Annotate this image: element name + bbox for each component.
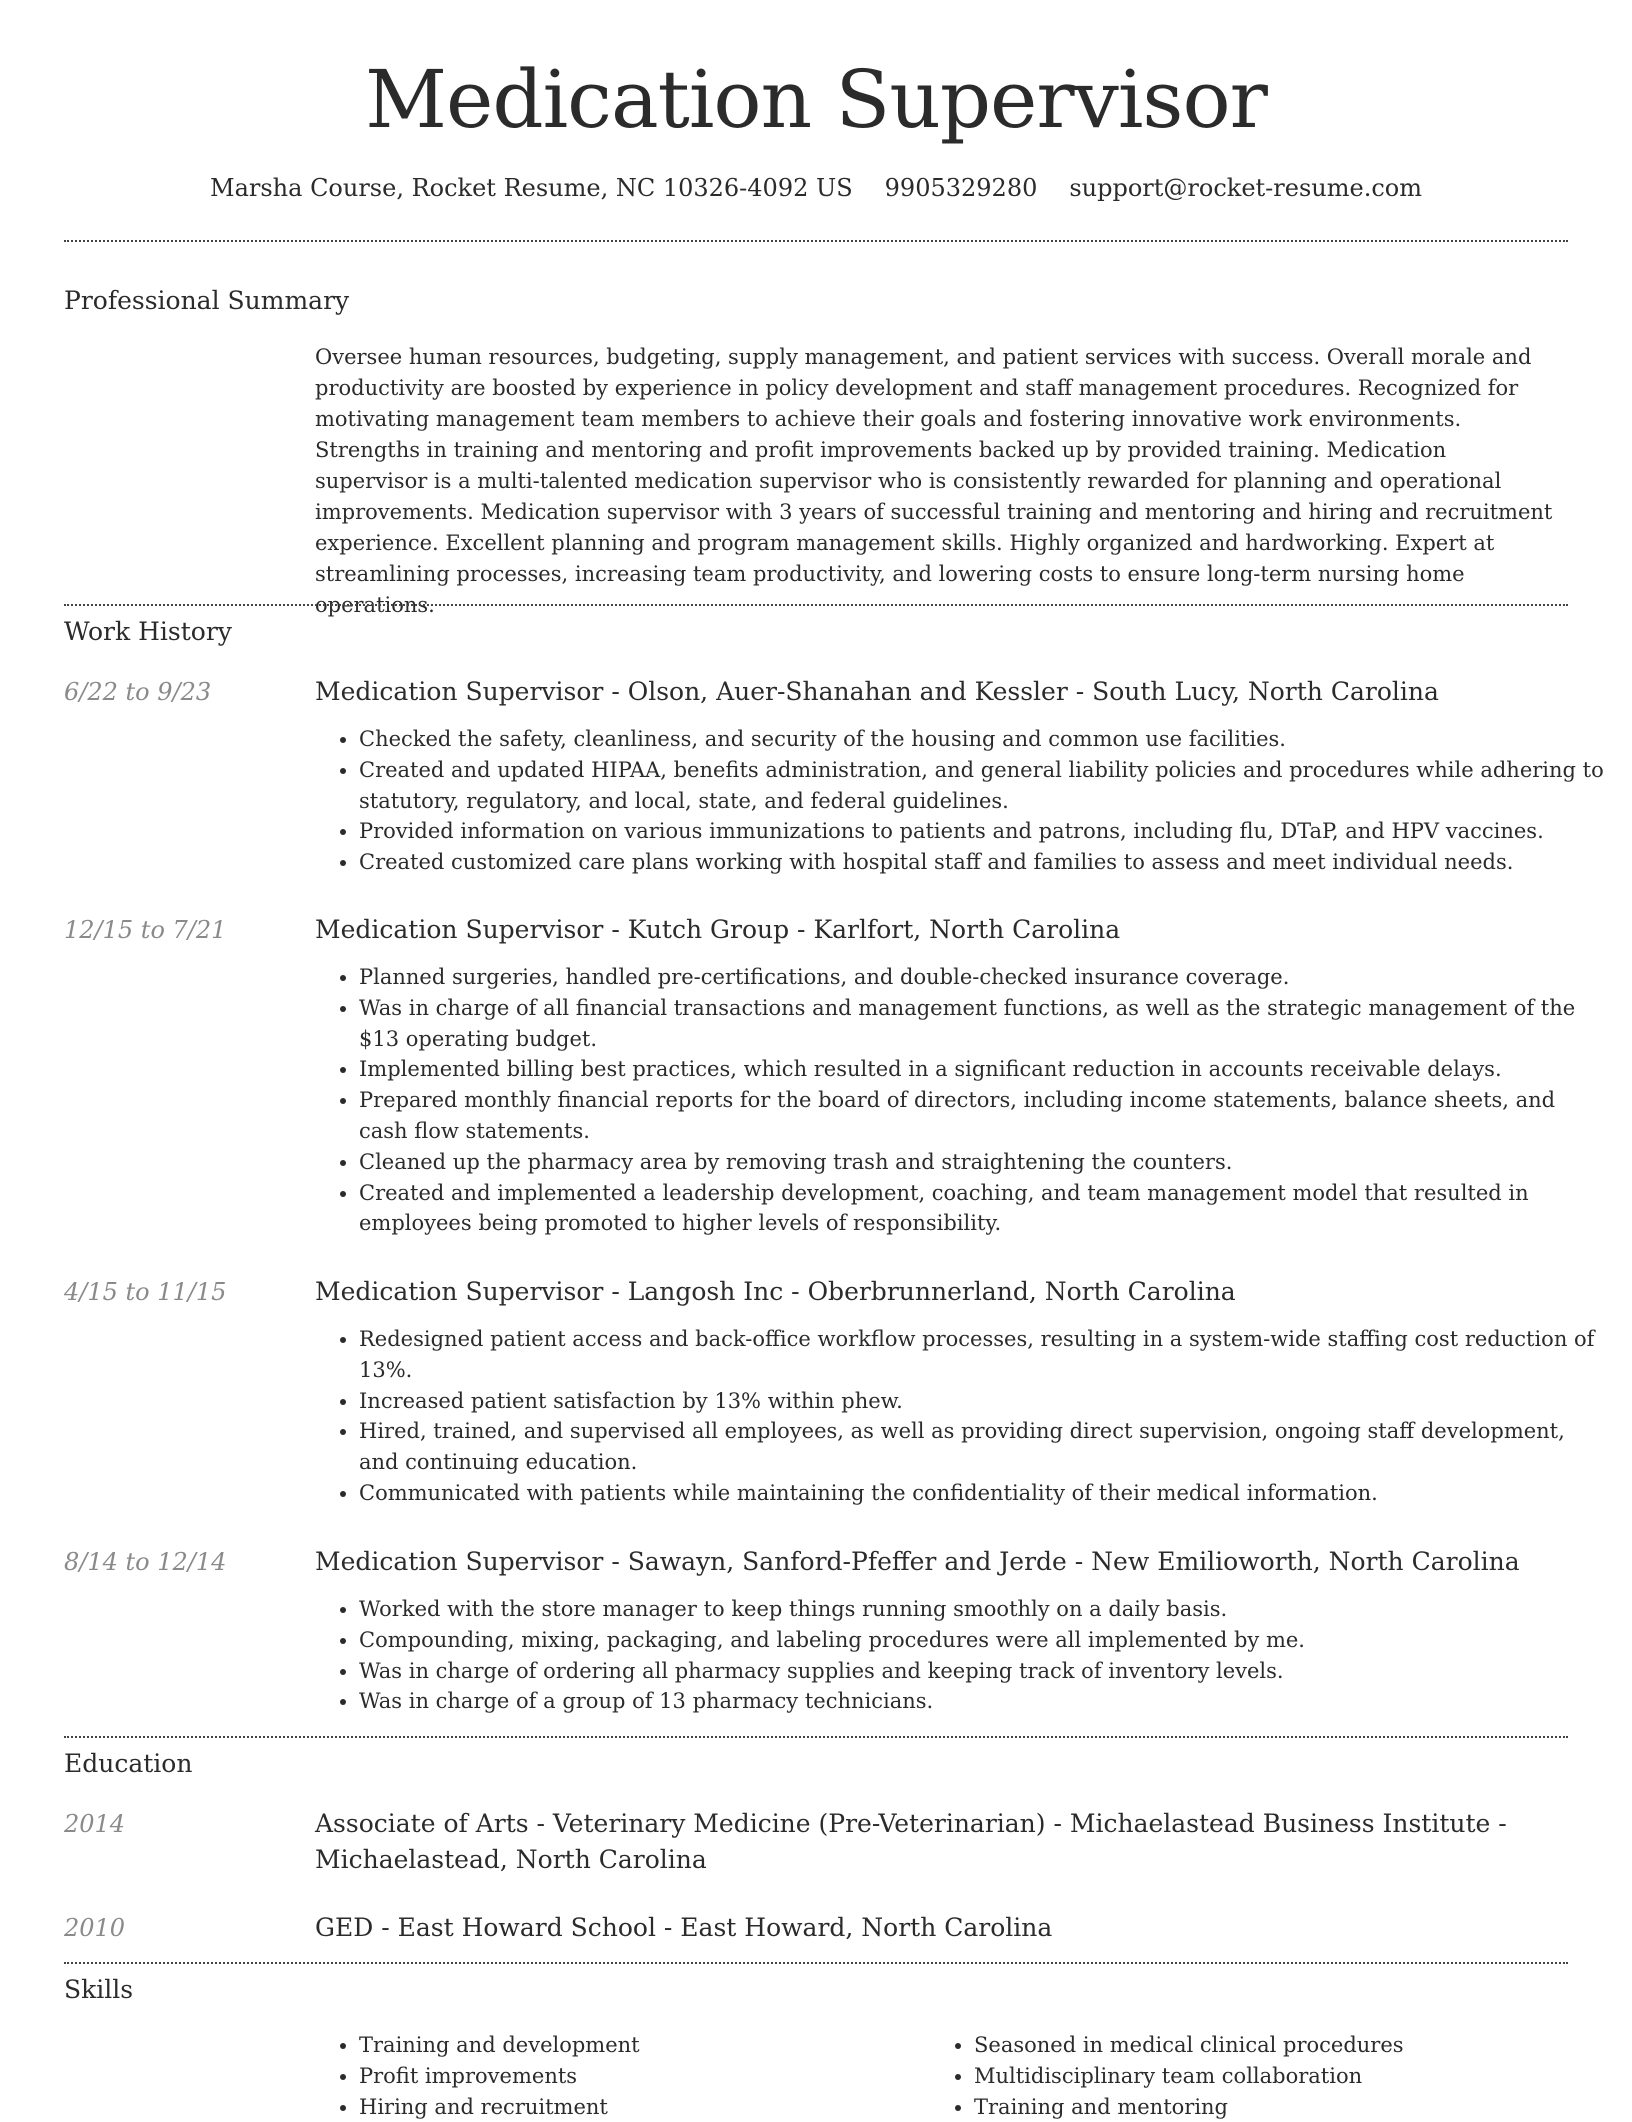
skills-list-right (930, 2030, 1534, 2122)
job-bullet: • Prepared monthly financial reports for the board of directors, including income statements, balance sheets, and cash flow statements. (359, 1085, 1604, 1147)
job-bullets (315, 1594, 1604, 1717)
education-title: Associate of Arts - Veterinary Medicine (Pre-Veterinarian) - Michaelastead Business Institute - Michaelastead, North Carolina (315, 1809, 1507, 1874)
job-bullet: • Was in charge of a group of 13 pharmacy technicians. (359, 1686, 1604, 1717)
job-bullet: • Created and implemented a leadership development, coaching, and team management model that resulted in employees being promoted to higher levels of responsibility. (359, 1178, 1604, 1240)
job-bullet: • Hired, trained, and supervised all employees, as well as providing direct supervision, ongoing staff development, and continuing education. (359, 1416, 1604, 1478)
job-dates: 12/15 to 7/21 (64, 916, 227, 944)
job-title: Medication Supervisor - Sawayn, Sanford-Pfeffer and Jerde - New Emilioworth, North Carolina (315, 1547, 1520, 1576)
job-bullet: • Increased patient satisfaction by 13% within phew. (359, 1386, 1604, 1417)
job-bullet: • Was in charge of all financial transactions and management functions, as well as the strategic management of the $13 operating budget. (359, 993, 1604, 1055)
summary-text: Oversee human resources, budgeting, supply management, and patient services with success. Overall morale and productivity are boosted by experience in policy development and staff management procedures. Recognized for motivating management team members to achieve their goals and fostering innovative work environments. Strengths in training and mentoring and profit improvements backed up by provided training. Medication supervisor is a multi-talented medication supervisor who is consistently rewarded for planning and operational improvements. Medication supervisor with 3 years of successful training and mentoring and hiring and recruitment experience. Excellent planning and program management skills. Highly organized and hardworking. Expert at streamlining processes, increasing team productivity, and lowering costs to ensure long-term nursing home operations. (315, 345, 1553, 617)
job-bullet: • Redesigned patient access and back-office workflow processes, resulting in a system-wide staffing cost reduction of 13%. (359, 1324, 1604, 1386)
skill-item: • Hiring and recruitment (359, 2092, 919, 2122)
skills-list-left (315, 2030, 919, 2122)
job-bullet: • Implemented billing best practices, which resulted in a significant reduction in accounts receivable delays. (359, 1054, 1604, 1085)
job-bullet: • Was in charge of ordering all pharmacy supplies and keeping track of inventory levels. (359, 1656, 1604, 1687)
job-title: Medication Supervisor - Langosh Inc - Oberbrunnerland, North Carolina (315, 1277, 1236, 1306)
job-bullet: • Checked the safety, cleanliness, and security of the housing and common use facilities. (359, 724, 1604, 755)
education-year: 2010 (64, 1914, 126, 1942)
skill-item: • Training and development (359, 2030, 919, 2061)
contact-address: Marsha Course, Rocket Resume, NC 10326-4092 US (210, 174, 853, 202)
divider (64, 240, 1568, 242)
job-bullets (315, 724, 1604, 878)
job-bullets (315, 1324, 1604, 1509)
divider (64, 604, 1568, 606)
divider (64, 1736, 1568, 1738)
contact-line (0, 172, 1632, 204)
education-year: 2014 (64, 1810, 126, 1838)
skill-item: • Profit improvements (359, 2061, 919, 2092)
section-title-summary: Professional Summary (64, 286, 350, 315)
resume-title: Medication Supervisor (365, 53, 1267, 146)
skill-item: • Seasoned in medical clinical procedures (974, 2030, 1534, 2061)
job-bullet: • Created customized care plans working with hospital staff and families to assess and meet individual needs. (359, 847, 1604, 878)
job-bullet: • Worked with the store manager to keep things running smoothly on a daily basis. (359, 1594, 1604, 1625)
job-bullet: • Created and updated HIPAA, benefits administration, and general liability policies and procedures while adhering to statutory, regulatory, and local, state, and federal guidelines. (359, 755, 1604, 817)
contact-email: support@rocket-resume.com (1069, 174, 1422, 202)
job-dates: 6/22 to 9/23 (64, 678, 212, 706)
job-dates: 8/14 to 12/14 (64, 1548, 227, 1576)
job-bullet: • Cleaned up the pharmacy area by removing trash and straightening the counters. (359, 1147, 1604, 1178)
skill-item: • Multidisciplinary team collaboration (974, 2061, 1534, 2092)
job-title: Medication Supervisor - Kutch Group - Karlfort, North Carolina (315, 915, 1121, 944)
job-bullets (315, 962, 1604, 1239)
contact-phone: 9905329280 (884, 174, 1038, 202)
divider (64, 1962, 1568, 1964)
section-title-education: Education (64, 1749, 193, 1778)
job-bullet: • Communicated with patients while maintaining the confidentiality of their medical information. (359, 1478, 1604, 1509)
education-title: GED - East Howard School - East Howard, North Carolina (315, 1913, 1053, 1942)
job-dates: 4/15 to 11/15 (64, 1278, 227, 1306)
section-title-work-history: Work History (64, 617, 232, 646)
job-title: Medication Supervisor - Olson, Auer-Shanahan and Kessler - South Lucy, North Carolina (315, 677, 1439, 706)
job-bullet: • Compounding, mixing, packaging, and labeling procedures were all implemented by me. (359, 1625, 1604, 1656)
section-title-skills: Skills (64, 1975, 134, 2004)
job-bullet: • Planned surgeries, handled pre-certifications, and double-checked insurance coverage. (359, 962, 1604, 993)
job-bullet: • Provided information on various immunizations to patients and patrons, including flu, DTaP, and HPV vaccines. (359, 816, 1604, 847)
skill-item: • Training and mentoring (974, 2092, 1534, 2122)
